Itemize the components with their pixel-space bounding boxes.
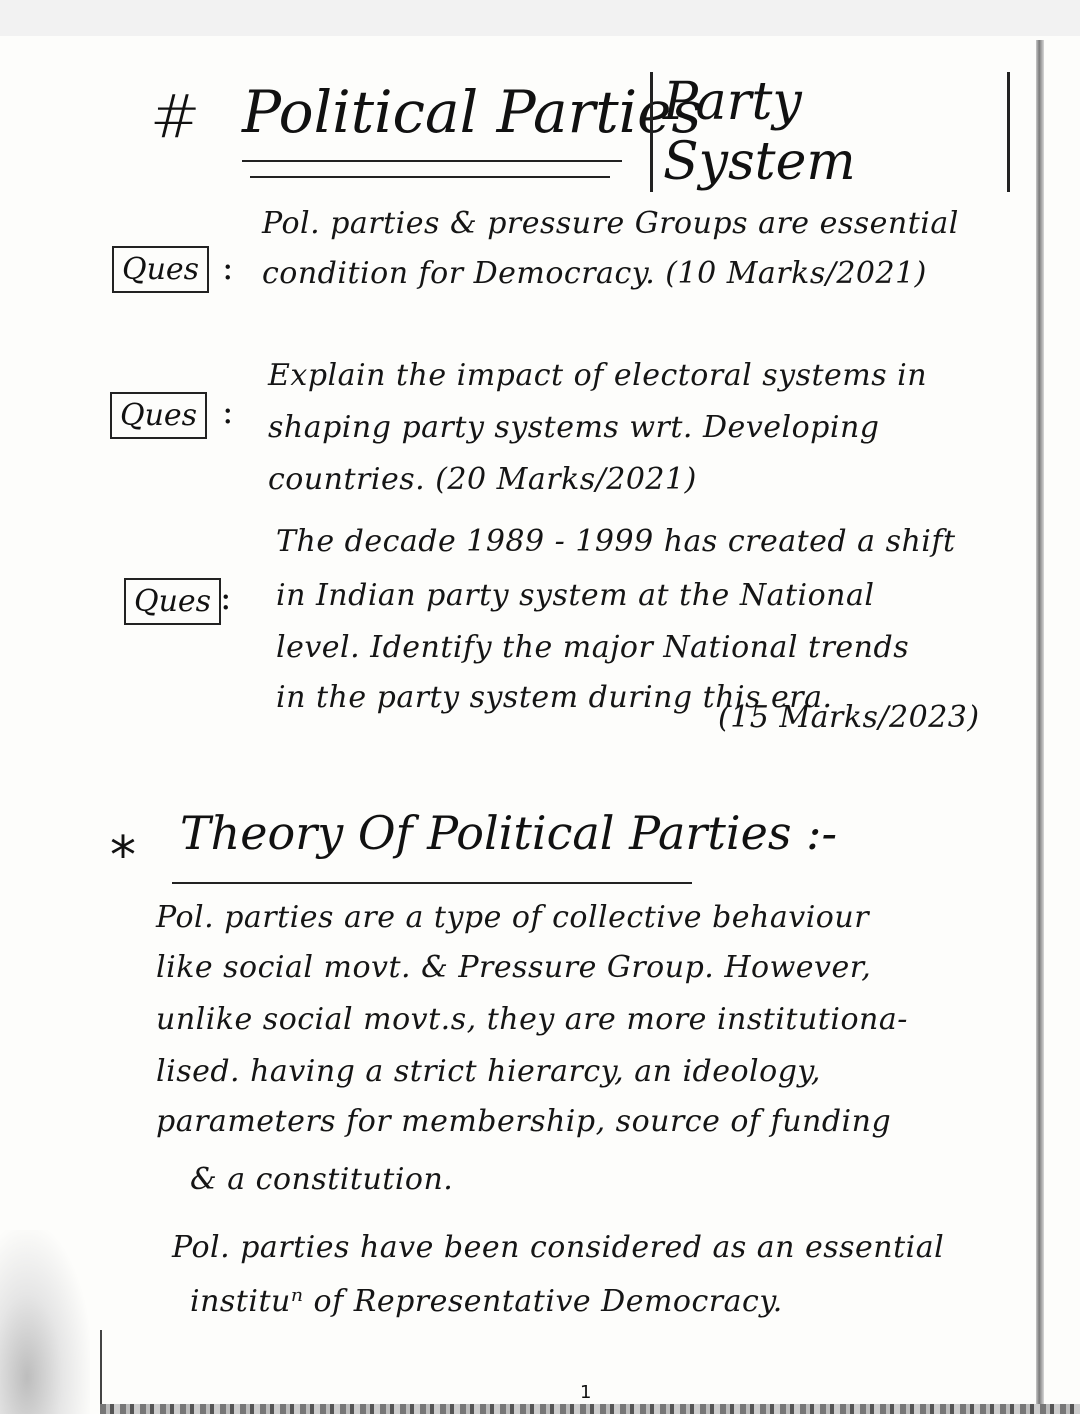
scan-corner-shadow xyxy=(0,1230,90,1414)
question-3-line-1: The decade 1989 - 1999 has created a shift xyxy=(276,524,956,559)
question-label-2: Ques xyxy=(110,392,207,439)
question-3-line-3: level. Identify the major National trends xyxy=(276,630,910,665)
question-label-1: Ques xyxy=(112,246,209,293)
asterisk-bullet: * xyxy=(110,826,136,886)
question-1-line-2: condition for Democracy. (10 Marks/2021) xyxy=(262,256,927,291)
section-heading-underline xyxy=(172,882,692,884)
hash-symbol: # xyxy=(150,82,201,152)
page-subtitle: Party System xyxy=(650,72,1010,192)
question-2-line-1: Explain the impact of electoral systems in xyxy=(268,358,928,393)
page-title: Political Parties xyxy=(242,78,702,146)
paragraph-1-line-3: unlike social movt.s, they are more institutiona- xyxy=(156,1002,908,1037)
paragraph-2-line-2: instituⁿ of Representative Democracy. xyxy=(190,1284,783,1319)
title-underline xyxy=(242,160,622,162)
title-underline-second xyxy=(250,176,610,178)
question-3-line-4: in the party system during this era. xyxy=(276,680,833,715)
question-colon-2: : xyxy=(222,392,234,432)
question-3-line-2: in Indian party system at the National xyxy=(276,578,875,613)
scan-top-border xyxy=(0,0,1080,36)
page-title-row xyxy=(150,72,1010,192)
question-2-line-2: shaping party systems wrt. Developing xyxy=(268,410,880,445)
paragraph-1-line-6: & a constitution. xyxy=(190,1162,454,1197)
paragraph-2-line-1: Pol. parties have been considered as an essential xyxy=(172,1230,945,1265)
question-2-line-3: countries. (20 Marks/2021) xyxy=(268,462,697,497)
paragraph-1-line-4: lised. having a strict hierarcy, an ideology, xyxy=(156,1054,821,1089)
paragraph-1-line-5: parameters for membership, source of funding xyxy=(156,1104,892,1139)
page-left-margin xyxy=(100,1330,102,1414)
scan-right-edge xyxy=(1036,40,1044,1414)
question-1-line-1: Pol. parties & pressure Groups are essential xyxy=(262,206,959,241)
paragraph-1-line-2: like social movt. & Pressure Group. However, xyxy=(156,950,872,985)
question-colon-1: : xyxy=(222,248,234,288)
question-3-marks: (15 Marks/2023) xyxy=(718,700,980,735)
section-heading: Theory Of Political Parties :- xyxy=(180,806,838,860)
page-number: 1 xyxy=(580,1382,592,1403)
paragraph-1-line-1: Pol. parties are a type of collective behaviour xyxy=(156,900,870,935)
question-colon-3: : xyxy=(220,578,232,618)
scan-bottom-edge xyxy=(100,1404,1080,1414)
question-label-3: Ques xyxy=(124,578,221,625)
